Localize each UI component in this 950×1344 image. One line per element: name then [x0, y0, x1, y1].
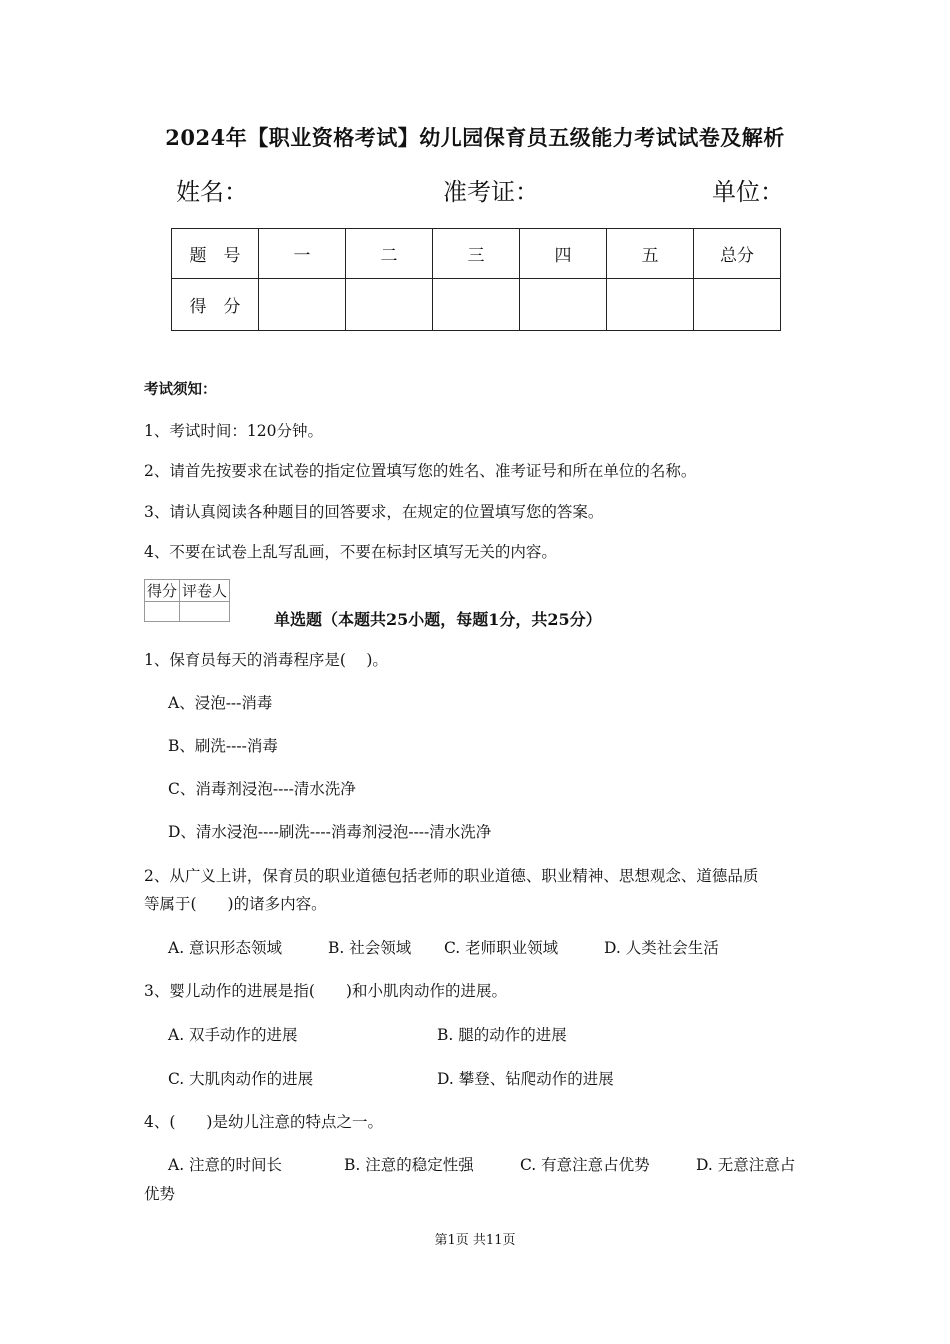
score-cell[interactable] — [694, 279, 781, 331]
score-table-header-row — [172, 229, 781, 279]
question-option: D. 攀登、钻爬动作的进展 — [437, 1070, 614, 1088]
unit-field-label: 单位： — [712, 178, 784, 206]
grader-reviewer-cell[interactable] — [180, 602, 230, 622]
notice-item: 3、请认真阅读各种题目的回答要求，在规定的位置填写您的答案。 — [144, 503, 604, 521]
score-table-header-cell: 四 — [520, 229, 607, 279]
grader-score-cell[interactable] — [145, 602, 180, 622]
notice-heading: 考试须知： — [144, 381, 217, 398]
score-table-header-cell: 五 — [607, 229, 694, 279]
question-stem-continued: 等属于( )的诸多内容。 — [144, 895, 327, 913]
question-option: B. 社会领域 — [328, 939, 412, 957]
question-option: D. 人类社会生活 — [604, 939, 719, 957]
question-option: A. 意识形态领域 — [168, 939, 283, 957]
question-option: D. 无意注意占 — [696, 1156, 796, 1174]
notice-item: 2、请首先按要求在试卷的指定位置填写您的姓名、准考证号和所在单位的名称。 — [144, 462, 697, 480]
question-option: C. 老师职业领域 — [444, 939, 559, 957]
notice-item: 4、不要在试卷上乱写乱画，不要在标封区填写无关的内容。 — [144, 543, 557, 561]
score-table-row-label: 得 分 — [172, 279, 259, 331]
question-option: C、消毒剂浸泡----清水洗净 — [168, 780, 356, 798]
question-option-continued: 优势 — [144, 1185, 176, 1203]
score-cell[interactable] — [346, 279, 433, 331]
question-option: B. 注意的稳定性强 — [344, 1156, 474, 1174]
question-option: D、清水浸泡----刷洗----消毒剂浸泡----清水洗净 — [168, 823, 492, 841]
question-option: C. 大肌肉动作的进展 — [168, 1070, 314, 1088]
question-stem: 4、( )是幼儿注意的特点之一。 — [144, 1113, 383, 1131]
score-table-header-cell: 三 — [433, 229, 520, 279]
question-option: B、刷洗----消毒 — [168, 737, 278, 755]
score-cell[interactable] — [259, 279, 346, 331]
score-table-header-cell: 一 — [259, 229, 346, 279]
question-stem: 2、从广义上讲，保育员的职业道德包括老师的职业道德、职业精神、思想观念、道德品质 — [144, 867, 759, 885]
question-option: A. 注意的时间长 — [168, 1156, 283, 1174]
question-option: A. 双手动作的进展 — [168, 1026, 298, 1044]
section-title: 单选题（本题共25小题，每题1分，共25分） — [274, 610, 602, 629]
score-table — [171, 228, 781, 331]
score-table-header-cell: 二 — [346, 229, 433, 279]
score-cell[interactable] — [433, 279, 520, 331]
page-title: 2024年【职业资格考试】幼儿园保育员五级能力考试试卷及解析 — [165, 125, 785, 150]
score-table-header-cell: 题 号 — [172, 229, 259, 279]
question-option: B. 腿的动作的进展 — [437, 1026, 567, 1044]
grader-box — [144, 579, 230, 622]
score-table-score-row — [172, 279, 781, 331]
question-stem: 1、保育员每天的消毒程序是( )。 — [144, 651, 388, 669]
notice-item: 1、考试时间：120分钟。 — [144, 422, 323, 440]
score-cell[interactable] — [520, 279, 607, 331]
page-footer: 第1页 共11页 — [434, 1233, 516, 1248]
question-stem: 3、婴儿动作的进展是指( )和小肌肉动作的进展。 — [144, 982, 507, 1000]
question-option: A、浸泡---消毒 — [168, 694, 273, 712]
score-table-header-cell: 总分 — [694, 229, 781, 279]
grader-score-label: 得分 — [145, 580, 180, 602]
ticket-field-label: 准考证： — [443, 178, 539, 206]
name-field-label: 姓名： — [176, 178, 248, 206]
score-cell[interactable] — [607, 279, 694, 331]
grader-reviewer-label: 评卷人 — [180, 580, 230, 602]
question-option: C. 有意注意占优势 — [520, 1156, 650, 1174]
